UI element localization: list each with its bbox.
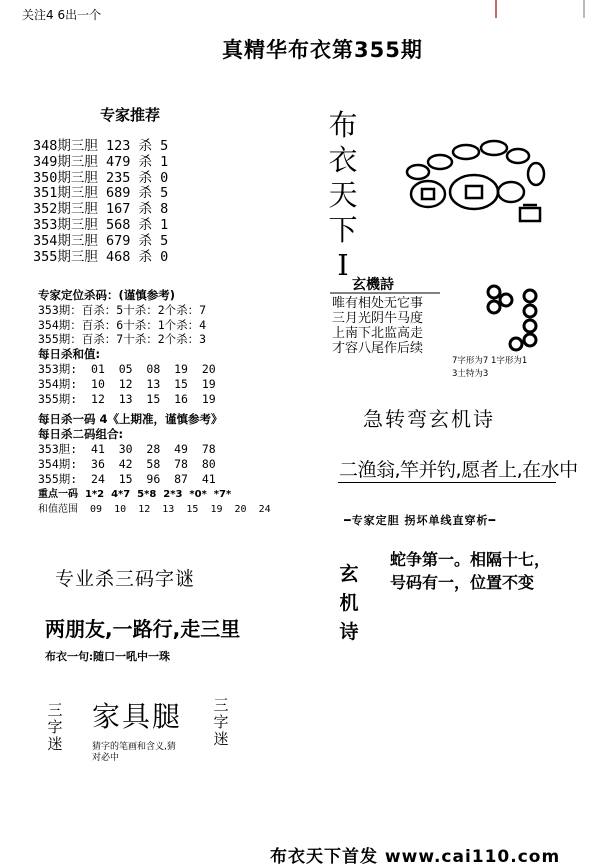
shape-note (452, 355, 527, 381)
positioning-heading: 专家定位杀码：(谨慎参考) (38, 288, 176, 302)
coin (524, 305, 536, 317)
coin (450, 175, 498, 209)
kill-two-row: 355期: 24 15 96 87 41 (38, 471, 216, 486)
kill-row: 354期：百杀：6十杀：1个杀：4 (38, 317, 207, 332)
daily-kill-row: 355期: 12 13 15 16 19 (38, 391, 216, 406)
bead (453, 145, 479, 159)
footer-source: 布衣天下首发 www.cai110.com (270, 847, 561, 867)
top-left-note: 关注4 6出一个 (22, 8, 102, 22)
expert-row: 354期三胆 679 杀 5 (33, 232, 169, 249)
shape-note-line: 7字形为7 1字形为1 (452, 356, 528, 366)
positioning-section (38, 288, 271, 518)
divider (330, 292, 440, 294)
kill-two-row: 353胆: 41 30 28 49 78 (38, 441, 216, 456)
bead (407, 165, 429, 179)
guess-hint (92, 742, 176, 764)
sanzimi-char: 三 (47, 701, 63, 719)
coin (510, 338, 522, 350)
coin (411, 181, 445, 207)
buyi-char: 天 (328, 178, 358, 212)
riddle-poem-heading: 急转弯玄机诗 (363, 407, 495, 431)
xuanji-vertical (337, 560, 361, 647)
coin-necklace-illustration (396, 130, 556, 235)
buyi-char: 下 (328, 213, 358, 247)
buyi-char: I (337, 248, 349, 282)
coin (500, 294, 512, 306)
coin-figure-illustration (482, 282, 542, 352)
sanzimi-char: 字 (47, 718, 63, 736)
xuanji-poem-lines (332, 296, 423, 356)
page-title: 真精华布衣第355期 (222, 38, 423, 62)
poem-line: 上南下北监高走 (332, 326, 424, 341)
daily-kill-row: 353期: 01 05 08 19 20 (38, 361, 216, 376)
expert-row: 351期三胆 689 杀 5 (33, 185, 169, 202)
furniture-leg-riddle: 家具腿 (92, 700, 183, 733)
buyi-one-line: 布衣一句:随口一吼中一珠 (45, 650, 171, 663)
xuanji-char: 机 (339, 592, 359, 614)
poem-line: 三月光阴牛马度 (332, 311, 424, 326)
coin (488, 286, 500, 298)
xuanji-poem-title: 玄機詩 (352, 277, 394, 293)
coin (498, 182, 524, 202)
expert-row: 355期三胆 468 杀 0 (33, 248, 169, 265)
sum-range-row: 和值范围 09 10 12 13 15 19 20 24 (38, 504, 271, 516)
kill-one-heading: 每日杀一码 4《上期准，谨慎参考》 (38, 412, 223, 427)
snake-riddle (390, 548, 550, 594)
sanzimi-char: 迷 (213, 730, 229, 748)
kill-row: 355期：百杀：7十杀：2个杀：3 (38, 332, 207, 347)
buyi-vertical-title (326, 108, 360, 283)
buyi-char: 衣 (328, 143, 358, 177)
divider (338, 482, 556, 483)
sanzimi-char: 字 (213, 713, 229, 731)
kill-two-heading: 每日杀二码组合: (38, 427, 124, 442)
kill-three-riddle-heading: 专业杀三码字谜 (55, 568, 196, 590)
sanzimi-char: 三 (213, 696, 229, 714)
expert-dingdan-heading: ━专家定胆 拐坏单线直穿析━ (344, 514, 497, 527)
snake-line: 蛇争第一。相隔十七， (390, 550, 551, 569)
coin-hole (422, 189, 434, 199)
poem-line: 唯有相处无它事 (332, 296, 424, 311)
bead (481, 141, 507, 155)
daily-kill-heading: 每日杀和值: (38, 347, 101, 362)
key-one-row: 重点一码 1*2 4*7 5*8 2*3 *0* *7* (38, 489, 232, 501)
fisherman-riddle: 二渔翁,竿并钓,愿者上,在水中 (339, 459, 578, 481)
coin (488, 301, 500, 313)
corner-marks (480, 0, 600, 22)
daily-kill-row: 354期: 10 12 13 15 19 (38, 376, 216, 391)
sanzimi-left (46, 702, 64, 753)
sanzimi-right (212, 697, 230, 748)
bead (528, 163, 544, 185)
expert-row: 350期三胆 235 杀 0 (33, 169, 169, 186)
bead (507, 149, 529, 163)
poem-line: 才容八尾作后续 (332, 341, 424, 356)
expert-row: 348期三胆 123 杀 5 (33, 138, 169, 154)
guess-hint-line: 对必中 (92, 753, 120, 763)
expert-heading: 专家推荐 (100, 106, 161, 124)
expert-row: 349期三胆 479 杀 1 (33, 153, 169, 170)
expert-row: 352期三胆 167 杀 8 (33, 201, 169, 218)
buyi-char: 布 (328, 108, 358, 142)
ingot (520, 208, 540, 221)
coin (524, 320, 536, 332)
kill-two-row: 354期: 36 42 58 78 80 (38, 456, 216, 471)
bead (428, 155, 452, 169)
shape-note-line: 3土特为3 (452, 369, 489, 379)
two-friends-riddle: 两朋友,一路行,走三里 (45, 617, 241, 641)
coin-hole (466, 186, 482, 198)
sanzimi-char: 迷 (47, 735, 63, 753)
coin (524, 290, 536, 302)
snake-line: 号码有一，位置不变 (390, 573, 535, 592)
xuanji-char: 玄 (339, 563, 359, 585)
guess-hint-line: 猜字的笔画和含义,猜 (92, 742, 176, 752)
kill-row: 353期：百杀：5十杀：2个杀：7 (38, 302, 207, 317)
expert-row: 353期三胆 568 杀 1 (33, 216, 169, 233)
coin (524, 334, 536, 346)
expert-list (33, 139, 168, 265)
xuanji-char: 诗 (339, 621, 359, 643)
